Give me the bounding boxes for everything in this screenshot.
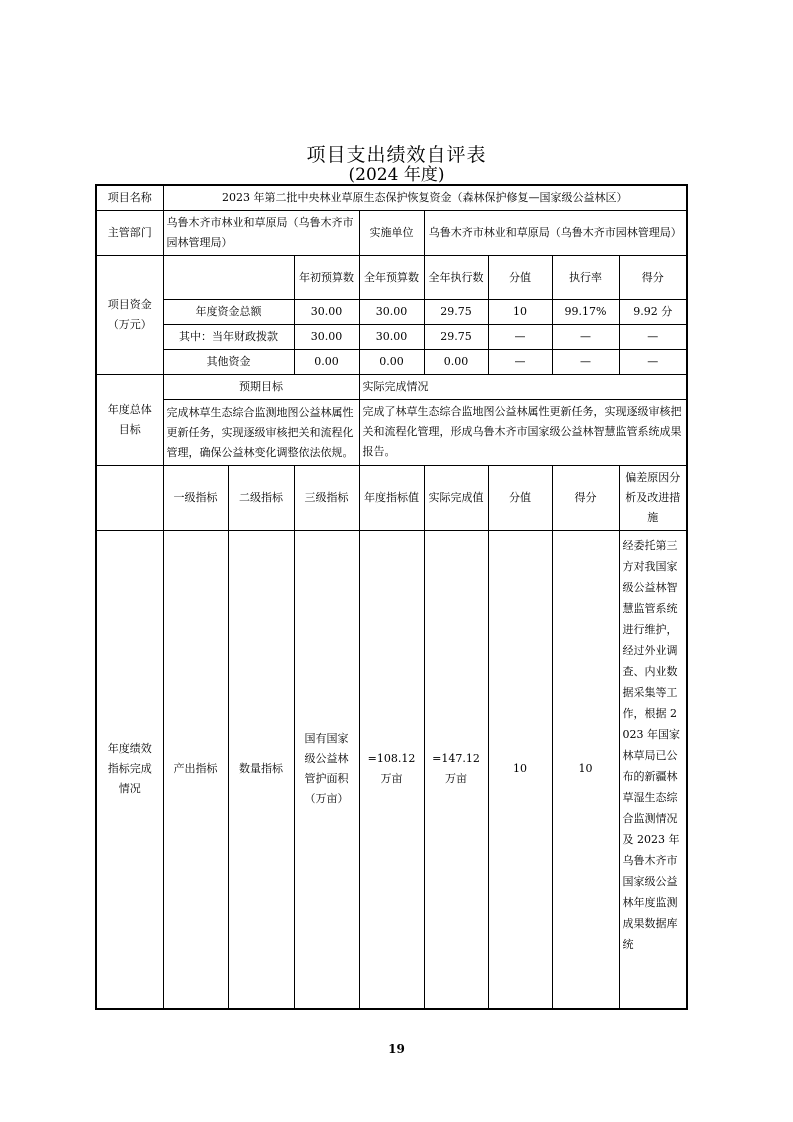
indicator-target: =108.12 万亩 [359,531,424,1009]
funds-row-cell: — [619,350,687,375]
funds-row-cell: 9.92 分 [619,300,687,325]
goal-expected-header: 预期目标 [163,375,359,400]
funds-row-cell: 99.17% [552,300,619,325]
indicator-header: 年度指标值 [359,466,424,531]
funds-header-row [96,256,687,300]
indicator-header: 一级指标 [163,466,228,531]
indicator-header: 偏差原因分析及改进措施 [619,466,687,531]
goal-content-row [96,400,687,466]
indicator-score: 10 [552,531,619,1009]
funds-row-label: 其中：当年财政拨款 [163,325,294,350]
indicator-section-label: 年度绩效指标完成情况 [96,531,163,1009]
goal-expected-text: 完成林草生态综合监测地图公益林属性更新任务，实现逐级审核把关和流程化管理，确保公益林变化调整依法依规。 [163,400,359,466]
funds-row-cell: 30.00 [359,300,424,325]
funds-header-c2: 全年预算数 [359,256,424,300]
indicator-l2: 数量指标 [228,531,294,1009]
project-name-label: 项目名称 [96,185,163,211]
indicator-l1: 产出指标 [163,531,228,1009]
project-name-value: 2023 年第二批中央林业草原生态保护恢复资金（森林保护修复—国家级公益林区） [163,185,687,211]
funds-row-cell: 0.00 [359,350,424,375]
funds-header-c3: 全年执行数 [424,256,488,300]
goal-actual-text: 完成了林草生态综合监地图公益林属性更新任务，实现逐级审核把关和流程化管理，形成乌鲁木齐市国家级公益林智慧监管系统成果报告。 [359,400,687,466]
funds-row [96,325,687,350]
funds-row [96,300,687,325]
indicator-header: 分值 [488,466,552,531]
funds-row-cell: 0.00 [294,350,359,375]
funds-header-c4: 分值 [488,256,552,300]
indicator-actual: =147.12 万亩 [424,531,488,1009]
goal-actual-header: 实际完成情况 [359,375,687,400]
indicator-header: 二级指标 [228,466,294,531]
goal-label: 年度总体目标 [96,375,163,466]
indicator-l3: 国有国家级公益林管护面积（万亩） [294,531,359,1009]
dept-row [96,211,687,256]
page-number: 19 [388,1042,405,1056]
funds-row-cell: — [488,325,552,350]
indicator-row [96,531,687,1009]
goal-header-row [96,375,687,400]
funds-header-c1: 年初预算数 [294,256,359,300]
indicator-header: 实际完成值 [424,466,488,531]
project-name-row [96,185,687,211]
indicator-header: 三级指标 [294,466,359,531]
dept-value: 乌鲁木齐市林业和草原局（乌鲁木齐市园林管理局） [163,211,359,256]
impl-value: 乌鲁木齐市林业和草原局（乌鲁木齐市园林管理局） [424,211,687,256]
funds-row-cell: 30.00 [294,325,359,350]
funds-header-blank [163,256,294,300]
page-subtitle: (2024 年度) [348,165,445,185]
funds-header-c5: 执行率 [552,256,619,300]
funds-row-cell: 0.00 [424,350,488,375]
funds-row-cell: 30.00 [359,325,424,350]
indicator-header-blank [96,466,163,531]
funds-row-cell: 29.75 [424,300,488,325]
funds-row-label: 其他资金 [163,350,294,375]
page-title: 项目支出绩效自评表 [306,144,487,166]
indicator-header: 得分 [552,466,619,531]
funds-row-cell: 30.00 [294,300,359,325]
funds-row-cell: — [488,350,552,375]
performance-table [95,184,688,1010]
funds-row-label: 年度资金总额 [163,300,294,325]
funds-row-cell: 29.75 [424,325,488,350]
funds-label: 项目资金（万元） [96,256,163,375]
funds-row-cell: — [552,350,619,375]
indicator-reason: 经委托第三方对我国家级公益林智慧监管系统进行维护，经过外业调查、内业数据采集等工作，根据 2023 年国家林草局已公布的新疆林草湿生态综合监测情况及 2023 年乌鲁木齐市国家级公益林年度监测成果数据库统 [619,531,687,1009]
funds-row-cell: — [552,325,619,350]
funds-row-cell: 10 [488,300,552,325]
impl-label: 实施单位 [359,211,424,256]
indicator-score-value: 10 [488,531,552,1009]
funds-header-c6: 得分 [619,256,687,300]
funds-row-cell: — [619,325,687,350]
funds-row [96,350,687,375]
indicator-header-row [96,466,687,531]
dept-label: 主管部门 [96,211,163,256]
